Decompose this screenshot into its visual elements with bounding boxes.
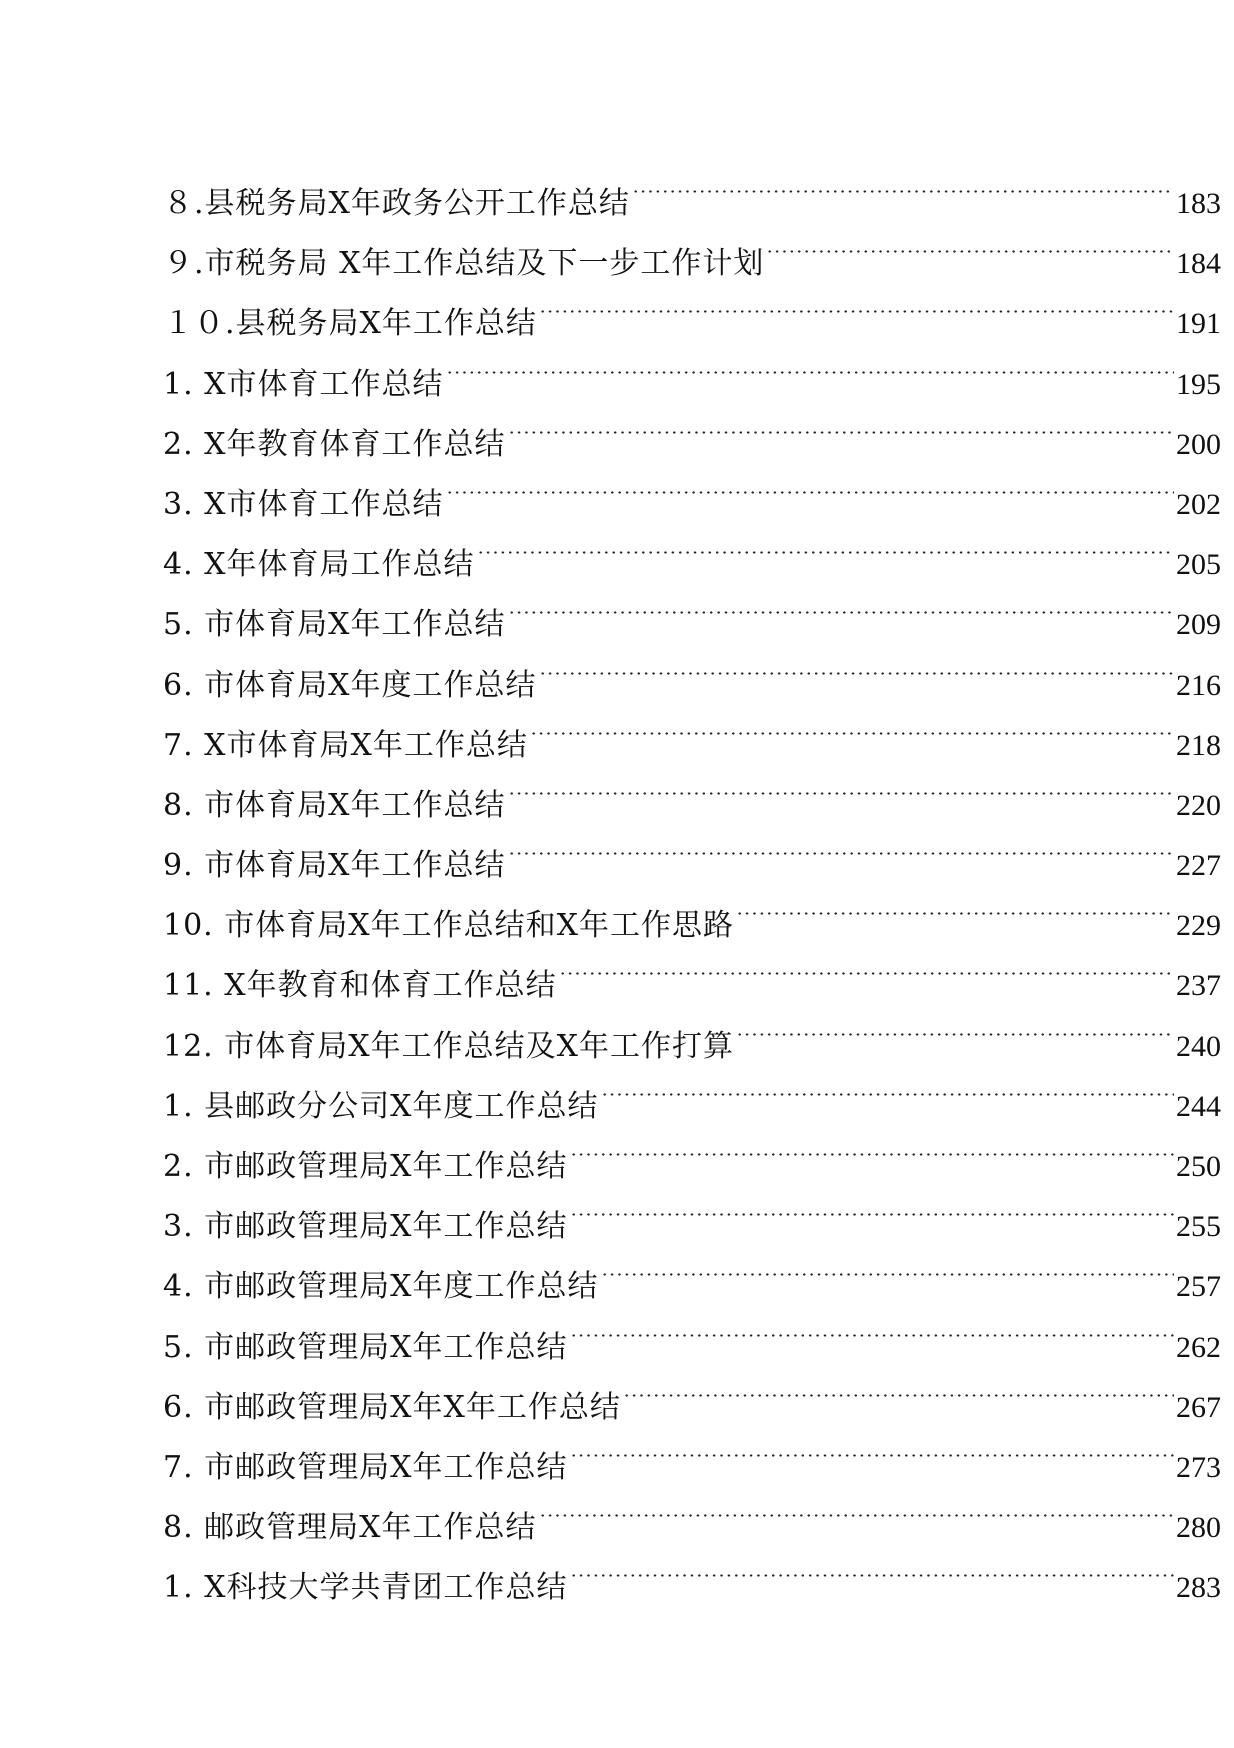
toc-page-number: 195 xyxy=(1176,367,1221,401)
toc-page-number: 250 xyxy=(1176,1150,1221,1183)
toc-entry-title: １０.县税务局X年工作总结 xyxy=(163,306,537,342)
toc-entry-title: 2. 市邮政管理局X年工作总结 xyxy=(163,1149,568,1184)
toc-entry-title: 7. 市邮政管理局X年工作总结 xyxy=(163,1449,568,1485)
toc-dot-leader xyxy=(559,935,1174,995)
toc-entry-title: 1. X市体育工作总结 xyxy=(163,366,444,402)
toc-dot-leader xyxy=(736,875,1174,935)
toc-dot-leader xyxy=(539,635,1174,695)
toc-page-number: 218 xyxy=(1176,728,1221,762)
toc-page-number: 205 xyxy=(1176,548,1221,582)
toc-dot-leader xyxy=(446,334,1174,394)
toc-entry-title: 8. 市体育局X年工作总结 xyxy=(163,787,506,823)
toc-dot-leader xyxy=(570,1176,1174,1236)
toc-entry-title: 11. X年教育和体育工作总结 xyxy=(163,968,557,1004)
toc-entry-title: ９.市税务局 X年工作总结及下一步工作计划 xyxy=(163,246,765,282)
toc-page-number: 257 xyxy=(1176,1270,1221,1304)
toc-entry-title: 1. 县邮政分公司X年度工作总结 xyxy=(163,1088,599,1124)
toc-dot-leader xyxy=(477,514,1174,574)
toc-dot-leader xyxy=(539,273,1174,333)
toc-page-number: 191 xyxy=(1176,307,1221,341)
toc-page-number: 220 xyxy=(1176,788,1221,822)
toc-dot-leader xyxy=(508,574,1174,634)
toc-entry-title: 12. 市体育局X年工作总结及X年工作打算 xyxy=(163,1028,734,1064)
toc-page-number: 183 xyxy=(1176,187,1221,220)
toc-entry-title: ８.县税务局X年政务公开工作总结 xyxy=(163,186,630,221)
toc-page-number: 240 xyxy=(1176,1029,1221,1063)
toc-page-number: 244 xyxy=(1176,1089,1221,1123)
toc-page-number: 202 xyxy=(1176,487,1221,521)
toc-page-number: 200 xyxy=(1176,427,1221,461)
toc-entry-title: 6. 市体育局X年度工作总结 xyxy=(163,667,537,703)
toc-dot-leader xyxy=(508,394,1174,454)
toc-dot-leader xyxy=(601,1056,1174,1116)
toc-entry-title: 3. X市体育工作总结 xyxy=(163,486,444,522)
toc-page-number: 255 xyxy=(1176,1210,1221,1244)
toc-dot-leader xyxy=(623,1357,1174,1417)
toc-dot-leader xyxy=(570,1417,1174,1477)
toc-page-number: 216 xyxy=(1176,668,1221,702)
toc-entry-title: 8. 邮政管理局X年工作总结 xyxy=(163,1510,537,1546)
toc-dot-leader xyxy=(446,454,1174,514)
toc-page-number: 273 xyxy=(1176,1450,1221,1484)
toc-page-number: 267 xyxy=(1176,1390,1221,1424)
toc-page-number: 280 xyxy=(1176,1511,1221,1545)
toc-entry-title: 10. 市体育局X年工作总结和X年工作思路 xyxy=(163,908,734,944)
toc-dot-leader xyxy=(508,815,1174,875)
toc-entry-title: 4. 市邮政管理局X年度工作总结 xyxy=(163,1269,599,1305)
toc-dot-leader xyxy=(570,1537,1174,1597)
toc-dot-leader xyxy=(570,1116,1174,1176)
toc-page-number: 283 xyxy=(1176,1571,1221,1605)
toc-dot-leader xyxy=(736,996,1174,1056)
toc-entry-title: 9. 市体育局X年工作总结 xyxy=(163,848,506,884)
toc-page-number: 227 xyxy=(1176,849,1221,883)
toc-page-number: 237 xyxy=(1176,969,1221,1003)
toc-entry[interactable] xyxy=(163,153,1221,221)
toc-dot-leader xyxy=(632,153,1174,213)
toc-dot-leader xyxy=(766,213,1174,273)
toc-entry-title: 1. X科技大学共青团工作总结 xyxy=(163,1570,568,1606)
toc-dot-leader xyxy=(508,755,1174,815)
toc-entry-title: 3. 市邮政管理局X年工作总结 xyxy=(163,1209,568,1245)
table-of-contents xyxy=(163,153,1221,1606)
toc-entry-title: 4. X年体育局工作总结 xyxy=(163,547,475,583)
toc-dot-leader xyxy=(539,1477,1174,1537)
toc-dot-leader xyxy=(570,1297,1174,1357)
toc-page-number: 209 xyxy=(1176,608,1221,642)
toc-entry-title: 6. 市邮政管理局X年X年工作总结 xyxy=(163,1389,621,1425)
toc-page-number: 184 xyxy=(1176,247,1221,281)
toc-entry-title: 7. X市体育局X年工作总结 xyxy=(163,727,528,763)
toc-entry-title: 5. 市邮政管理局X年工作总结 xyxy=(163,1329,568,1365)
toc-page-number: 262 xyxy=(1176,1330,1221,1364)
toc-page-number: 229 xyxy=(1176,909,1221,943)
toc-entry-title: 2. X年教育体育工作总结 xyxy=(163,426,506,462)
toc-dot-leader xyxy=(601,1236,1174,1296)
toc-entry-title: 5. 市体育局X年工作总结 xyxy=(163,607,506,643)
toc-dot-leader xyxy=(530,695,1174,755)
